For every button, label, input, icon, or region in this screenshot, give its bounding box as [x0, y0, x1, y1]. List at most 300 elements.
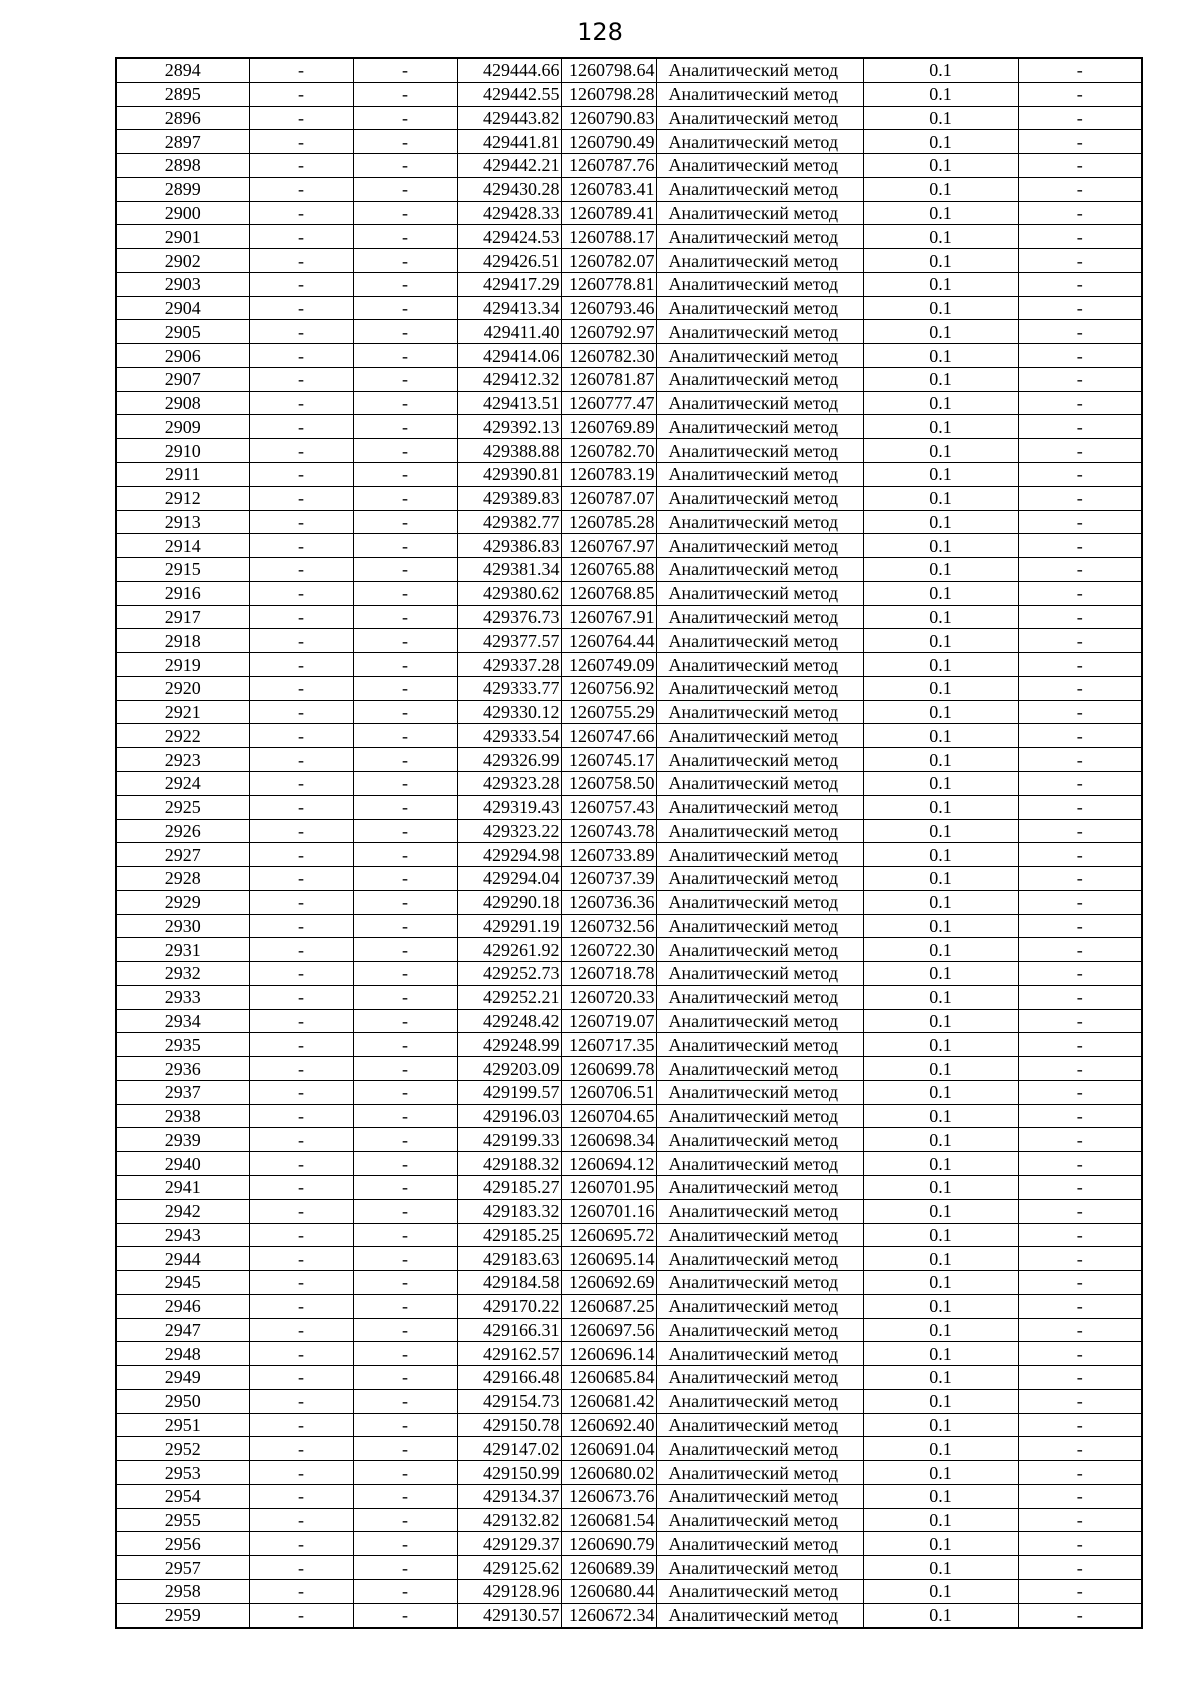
- table-row: [116, 320, 1142, 344]
- coordinates-table: [115, 57, 1143, 1629]
- empty-cell-a: -: [249, 439, 353, 463]
- accuracy-cell: 0.1: [863, 1461, 1018, 1485]
- table-row: [116, 1294, 1142, 1318]
- y-coordinate-cell: 1260701.95: [561, 1175, 656, 1199]
- empty-cell-a: -: [249, 1223, 353, 1247]
- point-number-cell: 2898: [116, 154, 249, 178]
- empty-cell-b: -: [353, 1508, 457, 1532]
- table-row: [116, 653, 1142, 677]
- note-cell: -: [1018, 795, 1142, 819]
- method-cell: Аналитический метод: [656, 415, 863, 439]
- point-number-cell: 2955: [116, 1508, 249, 1532]
- note-cell: -: [1018, 605, 1142, 629]
- empty-cell-a: -: [249, 1461, 353, 1485]
- note-cell: -: [1018, 534, 1142, 558]
- x-coordinate-cell: 429166.31: [457, 1318, 561, 1342]
- x-coordinate-cell: 429326.99: [457, 748, 561, 772]
- method-cell: Аналитический метод: [656, 581, 863, 605]
- x-coordinate-cell: 429166.48: [457, 1366, 561, 1390]
- empty-cell-b: -: [353, 272, 457, 296]
- x-coordinate-cell: 429426.51: [457, 249, 561, 273]
- accuracy-cell: 0.1: [863, 1199, 1018, 1223]
- x-coordinate-cell: 429130.57: [457, 1603, 561, 1627]
- method-cell: Аналитический метод: [656, 1508, 863, 1532]
- x-coordinate-cell: 429389.83: [457, 486, 561, 510]
- empty-cell-a: -: [249, 867, 353, 891]
- x-coordinate-cell: 429333.77: [457, 676, 561, 700]
- point-number-cell: 2950: [116, 1389, 249, 1413]
- y-coordinate-cell: 1260768.85: [561, 581, 656, 605]
- note-cell: -: [1018, 1033, 1142, 1057]
- point-number-cell: 2939: [116, 1128, 249, 1152]
- x-coordinate-cell: 429132.82: [457, 1508, 561, 1532]
- point-number-cell: 2909: [116, 415, 249, 439]
- accuracy-cell: 0.1: [863, 58, 1018, 82]
- note-cell: -: [1018, 1484, 1142, 1508]
- empty-cell-a: -: [249, 771, 353, 795]
- empty-cell-a: -: [249, 58, 353, 82]
- point-number-cell: 2908: [116, 391, 249, 415]
- table-row: [116, 272, 1142, 296]
- table-row: [116, 154, 1142, 178]
- empty-cell-a: -: [249, 1366, 353, 1390]
- point-number-cell: 2927: [116, 843, 249, 867]
- method-cell: Аналитический метод: [656, 914, 863, 938]
- empty-cell-a: -: [249, 1580, 353, 1604]
- point-number-cell: 2895: [116, 82, 249, 106]
- method-cell: Аналитический метод: [656, 962, 863, 986]
- point-number-cell: 2912: [116, 486, 249, 510]
- accuracy-cell: 0.1: [863, 1009, 1018, 1033]
- y-coordinate-cell: 1260732.56: [561, 914, 656, 938]
- method-cell: Аналитический метод: [656, 1271, 863, 1295]
- method-cell: Аналитический метод: [656, 676, 863, 700]
- empty-cell-b: -: [353, 1175, 457, 1199]
- empty-cell-b: -: [353, 605, 457, 629]
- x-coordinate-cell: 429154.73: [457, 1389, 561, 1413]
- point-number-cell: 2951: [116, 1413, 249, 1437]
- method-cell: Аналитический метод: [656, 391, 863, 415]
- accuracy-cell: 0.1: [863, 439, 1018, 463]
- y-coordinate-cell: 1260691.04: [561, 1437, 656, 1461]
- empty-cell-b: -: [353, 320, 457, 344]
- y-coordinate-cell: 1260785.28: [561, 510, 656, 534]
- empty-cell-a: -: [249, 1128, 353, 1152]
- point-number-cell: 2894: [116, 58, 249, 82]
- method-cell: Аналитический метод: [656, 1532, 863, 1556]
- table-row: [116, 106, 1142, 130]
- point-number-cell: 2954: [116, 1484, 249, 1508]
- note-cell: -: [1018, 1152, 1142, 1176]
- point-number-cell: 2904: [116, 296, 249, 320]
- method-cell: Аналитический метод: [656, 1556, 863, 1580]
- empty-cell-b: -: [353, 510, 457, 534]
- empty-cell-a: -: [249, 676, 353, 700]
- empty-cell-b: -: [353, 82, 457, 106]
- point-number-cell: 2953: [116, 1461, 249, 1485]
- x-coordinate-cell: 429183.63: [457, 1247, 561, 1271]
- empty-cell-b: -: [353, 296, 457, 320]
- y-coordinate-cell: 1260765.88: [561, 558, 656, 582]
- table-row: [116, 439, 1142, 463]
- point-number-cell: 2922: [116, 724, 249, 748]
- accuracy-cell: 0.1: [863, 177, 1018, 201]
- note-cell: -: [1018, 962, 1142, 986]
- method-cell: Аналитический метод: [656, 795, 863, 819]
- table-row: [116, 1461, 1142, 1485]
- x-coordinate-cell: 429323.22: [457, 819, 561, 843]
- point-number-cell: 2952: [116, 1437, 249, 1461]
- empty-cell-a: -: [249, 724, 353, 748]
- table-row: [116, 296, 1142, 320]
- y-coordinate-cell: 1260704.65: [561, 1104, 656, 1128]
- table-row: [116, 724, 1142, 748]
- point-number-cell: 2934: [116, 1009, 249, 1033]
- note-cell: -: [1018, 201, 1142, 225]
- table-row: [116, 1342, 1142, 1366]
- table-row: [116, 225, 1142, 249]
- y-coordinate-cell: 1260793.46: [561, 296, 656, 320]
- y-coordinate-cell: 1260673.76: [561, 1484, 656, 1508]
- accuracy-cell: 0.1: [863, 771, 1018, 795]
- empty-cell-b: -: [353, 1152, 457, 1176]
- empty-cell-b: -: [353, 629, 457, 653]
- empty-cell-b: -: [353, 439, 457, 463]
- method-cell: Аналитический метод: [656, 771, 863, 795]
- x-coordinate-cell: 429147.02: [457, 1437, 561, 1461]
- empty-cell-a: -: [249, 1484, 353, 1508]
- method-cell: Аналитический метод: [656, 1128, 863, 1152]
- y-coordinate-cell: 1260782.70: [561, 439, 656, 463]
- table-row: [116, 1104, 1142, 1128]
- empty-cell-b: -: [353, 1461, 457, 1485]
- x-coordinate-cell: 429337.28: [457, 653, 561, 677]
- y-coordinate-cell: 1260756.92: [561, 676, 656, 700]
- y-coordinate-cell: 1260757.43: [561, 795, 656, 819]
- empty-cell-a: -: [249, 1080, 353, 1104]
- x-coordinate-cell: 429411.40: [457, 320, 561, 344]
- method-cell: Аналитический метод: [656, 225, 863, 249]
- point-number-cell: 2940: [116, 1152, 249, 1176]
- x-coordinate-cell: 429294.98: [457, 843, 561, 867]
- table-row: [116, 700, 1142, 724]
- method-cell: Аналитический метод: [656, 1580, 863, 1604]
- x-coordinate-cell: 429162.57: [457, 1342, 561, 1366]
- x-coordinate-cell: 429184.58: [457, 1271, 561, 1295]
- table-row: [116, 1532, 1142, 1556]
- method-cell: Аналитический метод: [656, 1389, 863, 1413]
- empty-cell-b: -: [353, 249, 457, 273]
- empty-cell-b: -: [353, 1104, 457, 1128]
- empty-cell-b: -: [353, 463, 457, 487]
- point-number-cell: 2900: [116, 201, 249, 225]
- accuracy-cell: 0.1: [863, 1175, 1018, 1199]
- y-coordinate-cell: 1260783.41: [561, 177, 656, 201]
- note-cell: -: [1018, 1271, 1142, 1295]
- note-cell: -: [1018, 320, 1142, 344]
- y-coordinate-cell: 1260787.07: [561, 486, 656, 510]
- table-row: [116, 819, 1142, 843]
- accuracy-cell: 0.1: [863, 1556, 1018, 1580]
- x-coordinate-cell: 429203.09: [457, 1057, 561, 1081]
- note-cell: -: [1018, 58, 1142, 82]
- table-row: [116, 1580, 1142, 1604]
- method-cell: Аналитический метод: [656, 1437, 863, 1461]
- empty-cell-b: -: [353, 1033, 457, 1057]
- empty-cell-a: -: [249, 177, 353, 201]
- y-coordinate-cell: 1260764.44: [561, 629, 656, 653]
- note-cell: -: [1018, 344, 1142, 368]
- table-row: [116, 1508, 1142, 1532]
- x-coordinate-cell: 429248.99: [457, 1033, 561, 1057]
- point-number-cell: 2905: [116, 320, 249, 344]
- accuracy-cell: 0.1: [863, 676, 1018, 700]
- table-row: [116, 558, 1142, 582]
- empty-cell-a: -: [249, 1294, 353, 1318]
- y-coordinate-cell: 1260681.54: [561, 1508, 656, 1532]
- point-number-cell: 2959: [116, 1603, 249, 1627]
- accuracy-cell: 0.1: [863, 272, 1018, 296]
- accuracy-cell: 0.1: [863, 938, 1018, 962]
- table-row: [116, 1033, 1142, 1057]
- x-coordinate-cell: 429388.88: [457, 439, 561, 463]
- empty-cell-b: -: [353, 130, 457, 154]
- accuracy-cell: 0.1: [863, 1366, 1018, 1390]
- y-coordinate-cell: 1260778.81: [561, 272, 656, 296]
- note-cell: -: [1018, 463, 1142, 487]
- table-row: [116, 1437, 1142, 1461]
- table-row: [116, 463, 1142, 487]
- empty-cell-a: -: [249, 1318, 353, 1342]
- point-number-cell: 2933: [116, 985, 249, 1009]
- empty-cell-a: -: [249, 558, 353, 582]
- x-coordinate-cell: 429323.28: [457, 771, 561, 795]
- y-coordinate-cell: 1260694.12: [561, 1152, 656, 1176]
- accuracy-cell: 0.1: [863, 1128, 1018, 1152]
- x-coordinate-cell: 429128.96: [457, 1580, 561, 1604]
- method-cell: Аналитический метод: [656, 1009, 863, 1033]
- note-cell: -: [1018, 938, 1142, 962]
- x-coordinate-cell: 429291.19: [457, 914, 561, 938]
- note-cell: -: [1018, 1057, 1142, 1081]
- table-row: [116, 676, 1142, 700]
- x-coordinate-cell: 429376.73: [457, 605, 561, 629]
- empty-cell-a: -: [249, 1057, 353, 1081]
- empty-cell-b: -: [353, 653, 457, 677]
- y-coordinate-cell: 1260695.72: [561, 1223, 656, 1247]
- method-cell: Аналитический метод: [656, 1603, 863, 1627]
- y-coordinate-cell: 1260689.39: [561, 1556, 656, 1580]
- table-row: [116, 1223, 1142, 1247]
- table-body: [116, 58, 1142, 1628]
- note-cell: -: [1018, 130, 1142, 154]
- empty-cell-a: -: [249, 581, 353, 605]
- y-coordinate-cell: 1260747.66: [561, 724, 656, 748]
- empty-cell-a: -: [249, 367, 353, 391]
- table-row: [116, 843, 1142, 867]
- accuracy-cell: 0.1: [863, 1342, 1018, 1366]
- empty-cell-a: -: [249, 890, 353, 914]
- x-coordinate-cell: 429377.57: [457, 629, 561, 653]
- note-cell: -: [1018, 1199, 1142, 1223]
- method-cell: Аналитический метод: [656, 558, 863, 582]
- empty-cell-a: -: [249, 1389, 353, 1413]
- note-cell: -: [1018, 272, 1142, 296]
- table-row: [116, 985, 1142, 1009]
- method-cell: Аналитический метод: [656, 249, 863, 273]
- note-cell: -: [1018, 843, 1142, 867]
- point-number-cell: 2928: [116, 867, 249, 891]
- y-coordinate-cell: 1260717.35: [561, 1033, 656, 1057]
- empty-cell-b: -: [353, 914, 457, 938]
- empty-cell-b: -: [353, 391, 457, 415]
- x-coordinate-cell: 429129.37: [457, 1532, 561, 1556]
- note-cell: -: [1018, 1223, 1142, 1247]
- note-cell: -: [1018, 1104, 1142, 1128]
- point-number-cell: 2924: [116, 771, 249, 795]
- y-coordinate-cell: 1260769.89: [561, 415, 656, 439]
- empty-cell-b: -: [353, 58, 457, 82]
- point-number-cell: 2920: [116, 676, 249, 700]
- method-cell: Аналитический метод: [656, 296, 863, 320]
- note-cell: -: [1018, 890, 1142, 914]
- empty-cell-a: -: [249, 154, 353, 178]
- note-cell: -: [1018, 1437, 1142, 1461]
- y-coordinate-cell: 1260787.76: [561, 154, 656, 178]
- y-coordinate-cell: 1260767.97: [561, 534, 656, 558]
- y-coordinate-cell: 1260672.34: [561, 1603, 656, 1627]
- accuracy-cell: 0.1: [863, 985, 1018, 1009]
- empty-cell-b: -: [353, 1437, 457, 1461]
- empty-cell-a: -: [249, 1532, 353, 1556]
- empty-cell-a: -: [249, 1271, 353, 1295]
- table-row: [116, 1175, 1142, 1199]
- method-cell: Аналитический метод: [656, 272, 863, 296]
- accuracy-cell: 0.1: [863, 1413, 1018, 1437]
- empty-cell-b: -: [353, 1342, 457, 1366]
- accuracy-cell: 0.1: [863, 724, 1018, 748]
- method-cell: Аналитический метод: [656, 1461, 863, 1485]
- y-coordinate-cell: 1260706.51: [561, 1080, 656, 1104]
- x-coordinate-cell: 429413.51: [457, 391, 561, 415]
- empty-cell-b: -: [353, 344, 457, 368]
- note-cell: -: [1018, 1580, 1142, 1604]
- note-cell: -: [1018, 1603, 1142, 1627]
- note-cell: -: [1018, 867, 1142, 891]
- table-row: [116, 58, 1142, 82]
- page-number: 128: [577, 18, 623, 46]
- note-cell: -: [1018, 1342, 1142, 1366]
- note-cell: -: [1018, 486, 1142, 510]
- y-coordinate-cell: 1260749.09: [561, 653, 656, 677]
- empty-cell-a: -: [249, 1413, 353, 1437]
- accuracy-cell: 0.1: [863, 629, 1018, 653]
- table-row: [116, 605, 1142, 629]
- table-row: [116, 534, 1142, 558]
- note-cell: -: [1018, 367, 1142, 391]
- point-number-cell: 2938: [116, 1104, 249, 1128]
- table-row: [116, 177, 1142, 201]
- note-cell: -: [1018, 985, 1142, 1009]
- empty-cell-a: -: [249, 320, 353, 344]
- accuracy-cell: 0.1: [863, 1484, 1018, 1508]
- empty-cell-b: -: [353, 106, 457, 130]
- empty-cell-a: -: [249, 914, 353, 938]
- point-number-cell: 2896: [116, 106, 249, 130]
- table-row: [116, 1057, 1142, 1081]
- x-coordinate-cell: 429386.83: [457, 534, 561, 558]
- accuracy-cell: 0.1: [863, 962, 1018, 986]
- empty-cell-b: -: [353, 748, 457, 772]
- accuracy-cell: 0.1: [863, 653, 1018, 677]
- method-cell: Аналитический метод: [656, 1366, 863, 1390]
- empty-cell-b: -: [353, 1057, 457, 1081]
- empty-cell-b: -: [353, 1532, 457, 1556]
- method-cell: Аналитический метод: [656, 1199, 863, 1223]
- accuracy-cell: 0.1: [863, 82, 1018, 106]
- empty-cell-a: -: [249, 1603, 353, 1627]
- x-coordinate-cell: 429183.32: [457, 1199, 561, 1223]
- y-coordinate-cell: 1260777.47: [561, 391, 656, 415]
- accuracy-cell: 0.1: [863, 130, 1018, 154]
- empty-cell-b: -: [353, 1389, 457, 1413]
- empty-cell-b: -: [353, 367, 457, 391]
- empty-cell-a: -: [249, 1199, 353, 1223]
- x-coordinate-cell: 429413.34: [457, 296, 561, 320]
- x-coordinate-cell: 429382.77: [457, 510, 561, 534]
- y-coordinate-cell: 1260701.16: [561, 1199, 656, 1223]
- accuracy-cell: 0.1: [863, 819, 1018, 843]
- point-number-cell: 2942: [116, 1199, 249, 1223]
- method-cell: Аналитический метод: [656, 1342, 863, 1366]
- point-number-cell: 2899: [116, 177, 249, 201]
- note-cell: -: [1018, 439, 1142, 463]
- point-number-cell: 2914: [116, 534, 249, 558]
- empty-cell-b: -: [353, 962, 457, 986]
- accuracy-cell: 0.1: [863, 700, 1018, 724]
- x-coordinate-cell: 429199.33: [457, 1128, 561, 1152]
- x-coordinate-cell: 429414.06: [457, 344, 561, 368]
- x-coordinate-cell: 429381.34: [457, 558, 561, 582]
- method-cell: Аналитический метод: [656, 1413, 863, 1437]
- point-number-cell: 2944: [116, 1247, 249, 1271]
- empty-cell-a: -: [249, 962, 353, 986]
- y-coordinate-cell: 1260798.28: [561, 82, 656, 106]
- note-cell: -: [1018, 1532, 1142, 1556]
- empty-cell-b: -: [353, 201, 457, 225]
- method-cell: Аналитический метод: [656, 1223, 863, 1247]
- point-number-cell: 2936: [116, 1057, 249, 1081]
- y-coordinate-cell: 1260782.07: [561, 249, 656, 273]
- point-number-cell: 2931: [116, 938, 249, 962]
- accuracy-cell: 0.1: [863, 605, 1018, 629]
- point-number-cell: 2932: [116, 962, 249, 986]
- empty-cell-a: -: [249, 1009, 353, 1033]
- point-number-cell: 2930: [116, 914, 249, 938]
- accuracy-cell: 0.1: [863, 415, 1018, 439]
- x-coordinate-cell: 429380.62: [457, 581, 561, 605]
- empty-cell-b: -: [353, 843, 457, 867]
- table-row: [116, 82, 1142, 106]
- accuracy-cell: 0.1: [863, 510, 1018, 534]
- note-cell: -: [1018, 1366, 1142, 1390]
- note-cell: -: [1018, 1247, 1142, 1271]
- x-coordinate-cell: 429428.33: [457, 201, 561, 225]
- empty-cell-b: -: [353, 1318, 457, 1342]
- empty-cell-b: -: [353, 154, 457, 178]
- method-cell: Аналитический метод: [656, 320, 863, 344]
- empty-cell-b: -: [353, 1247, 457, 1271]
